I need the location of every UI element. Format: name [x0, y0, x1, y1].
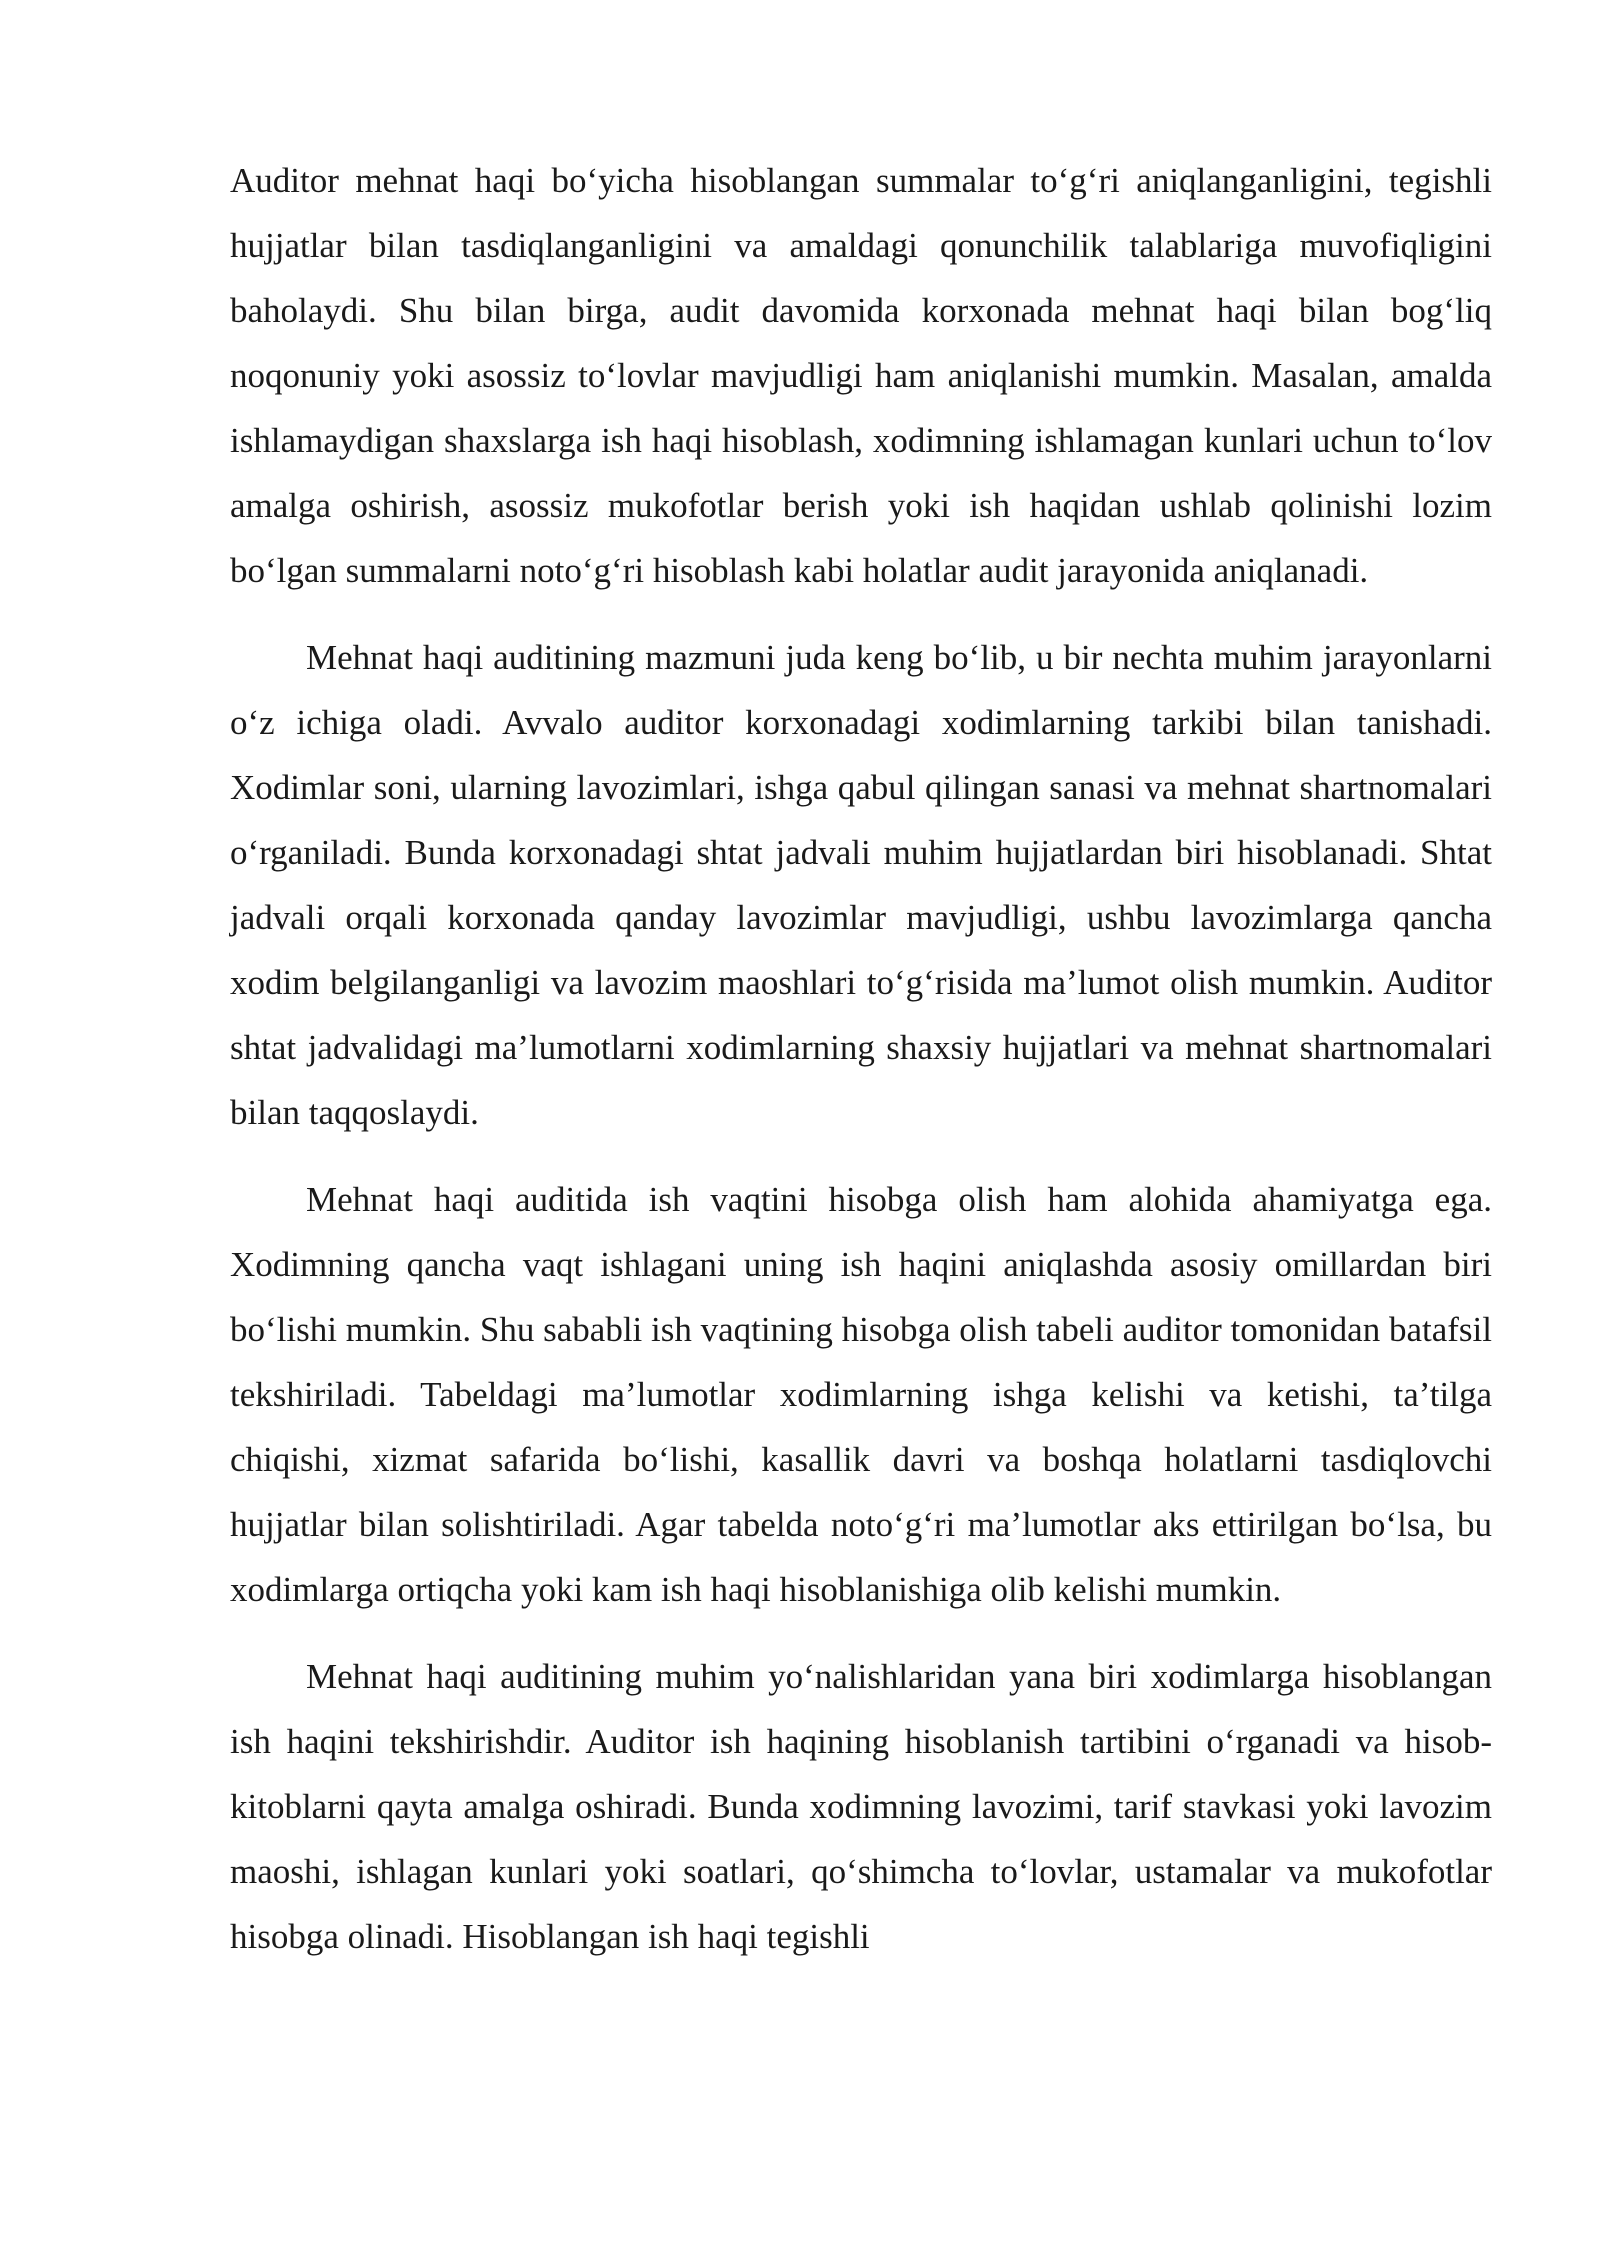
paragraph-4: Mehnat haqi auditining muhim yo‘nalishlaridan yana biri xodimlarga hisoblangan ish haqini tekshirishdir. Auditor ish haqining hisoblanish tartibini o‘rganadi va hisob-kitoblarni qayta amalga oshiradi. Bunda xodimning lavozimi, tarif stavkasi yoki lavozim maoshi, ishlagan kunlari yoki soatlari, qo‘shimcha to‘lovlar, ustamalar va mukofotlar hisobga olinadi. Hisoblangan ish haqi tegishli — [230, 1657, 1492, 1956]
paragraph-2: Mehnat haqi auditining mazmuni juda keng bo‘lib, u bir nechta muhim jarayonlarni o‘z ichiga oladi. Avvalo auditor korxonadagi xodimlarning tarkibi bilan tanishadi. Xodimlar soni, ularning lavozimlari, ishga qabul qilingan sanasi va mehnat shartnomalari o‘rganiladi. Bunda korxonadagi shtat jadvali muhim hujjatlardan biri hisoblanadi. Shtat jadvali orqali korxonada qanday lavozimlar mavjudligi, ushbu lavozimlarga qancha xodim belgilanganligi va lavozim maoshlari to‘g‘risida ma’lumot olish mumkin. Auditor shtat jadvalidagi ma’lumotlarni xodimlarning shaxsiy hujjatlari va mehnat shartnomalari bilan taqqoslaydi. — [230, 638, 1492, 1132]
paragraph-1: Auditor mehnat haqi bo‘yicha hisoblangan summalar to‘g‘ri aniqlanganligini, tegishli hujjatlar bilan tasdiqlanganligini va amaldagi qonunchilik talablariga muvofiqligini baholaydi. Shu bilan birga, audit davomida korxonada mehnat haqi bilan bog‘liq noqonuniy yoki asossiz to‘lovlar mavjudligi ham aniqlanishi mumkin. Masalan, amalda ishlamaydigan shaxslarga ish haqi hisoblash, xodimning ishlamagan kunlari uchun to‘lov amalga oshirish, asossiz mukofotlar berish yoki ish haqidan ushlab qolinishi lozim bo‘lgan summalarni noto‘g‘ri hisoblash kabi holatlar audit jarayonida aniqlanadi. — [230, 161, 1492, 590]
paragraph-3: Mehnat haqi auditida ish vaqtini hisobga olish ham alohida ahamiyatga ega. Xodimning qancha vaqt ishlagani uning ish haqini aniqlashda asosiy omillardan biri bo‘lishi mumkin. Shu sababli ish vaqtining hisobga olish tabeli auditor tomonidan batafsil tekshiriladi. Tabeldagi ma’lumotlar xodimlarning ishga kelishi va ketishi, ta’tilga chiqishi, xizmat safarida bo‘lishi, kasallik davri va boshqa holatlarni tasdiqlovchi hujjatlar bilan solishtiriladi. Agar tabelda noto‘g‘ri ma’lumotlar aks ettirilgan bo‘lsa, bu xodimlarga ortiqcha yoki kam ish haqi hisoblanishiga olib kelishi mumkin. — [230, 1180, 1492, 1609]
document-body — [230, 148, 1492, 1991]
